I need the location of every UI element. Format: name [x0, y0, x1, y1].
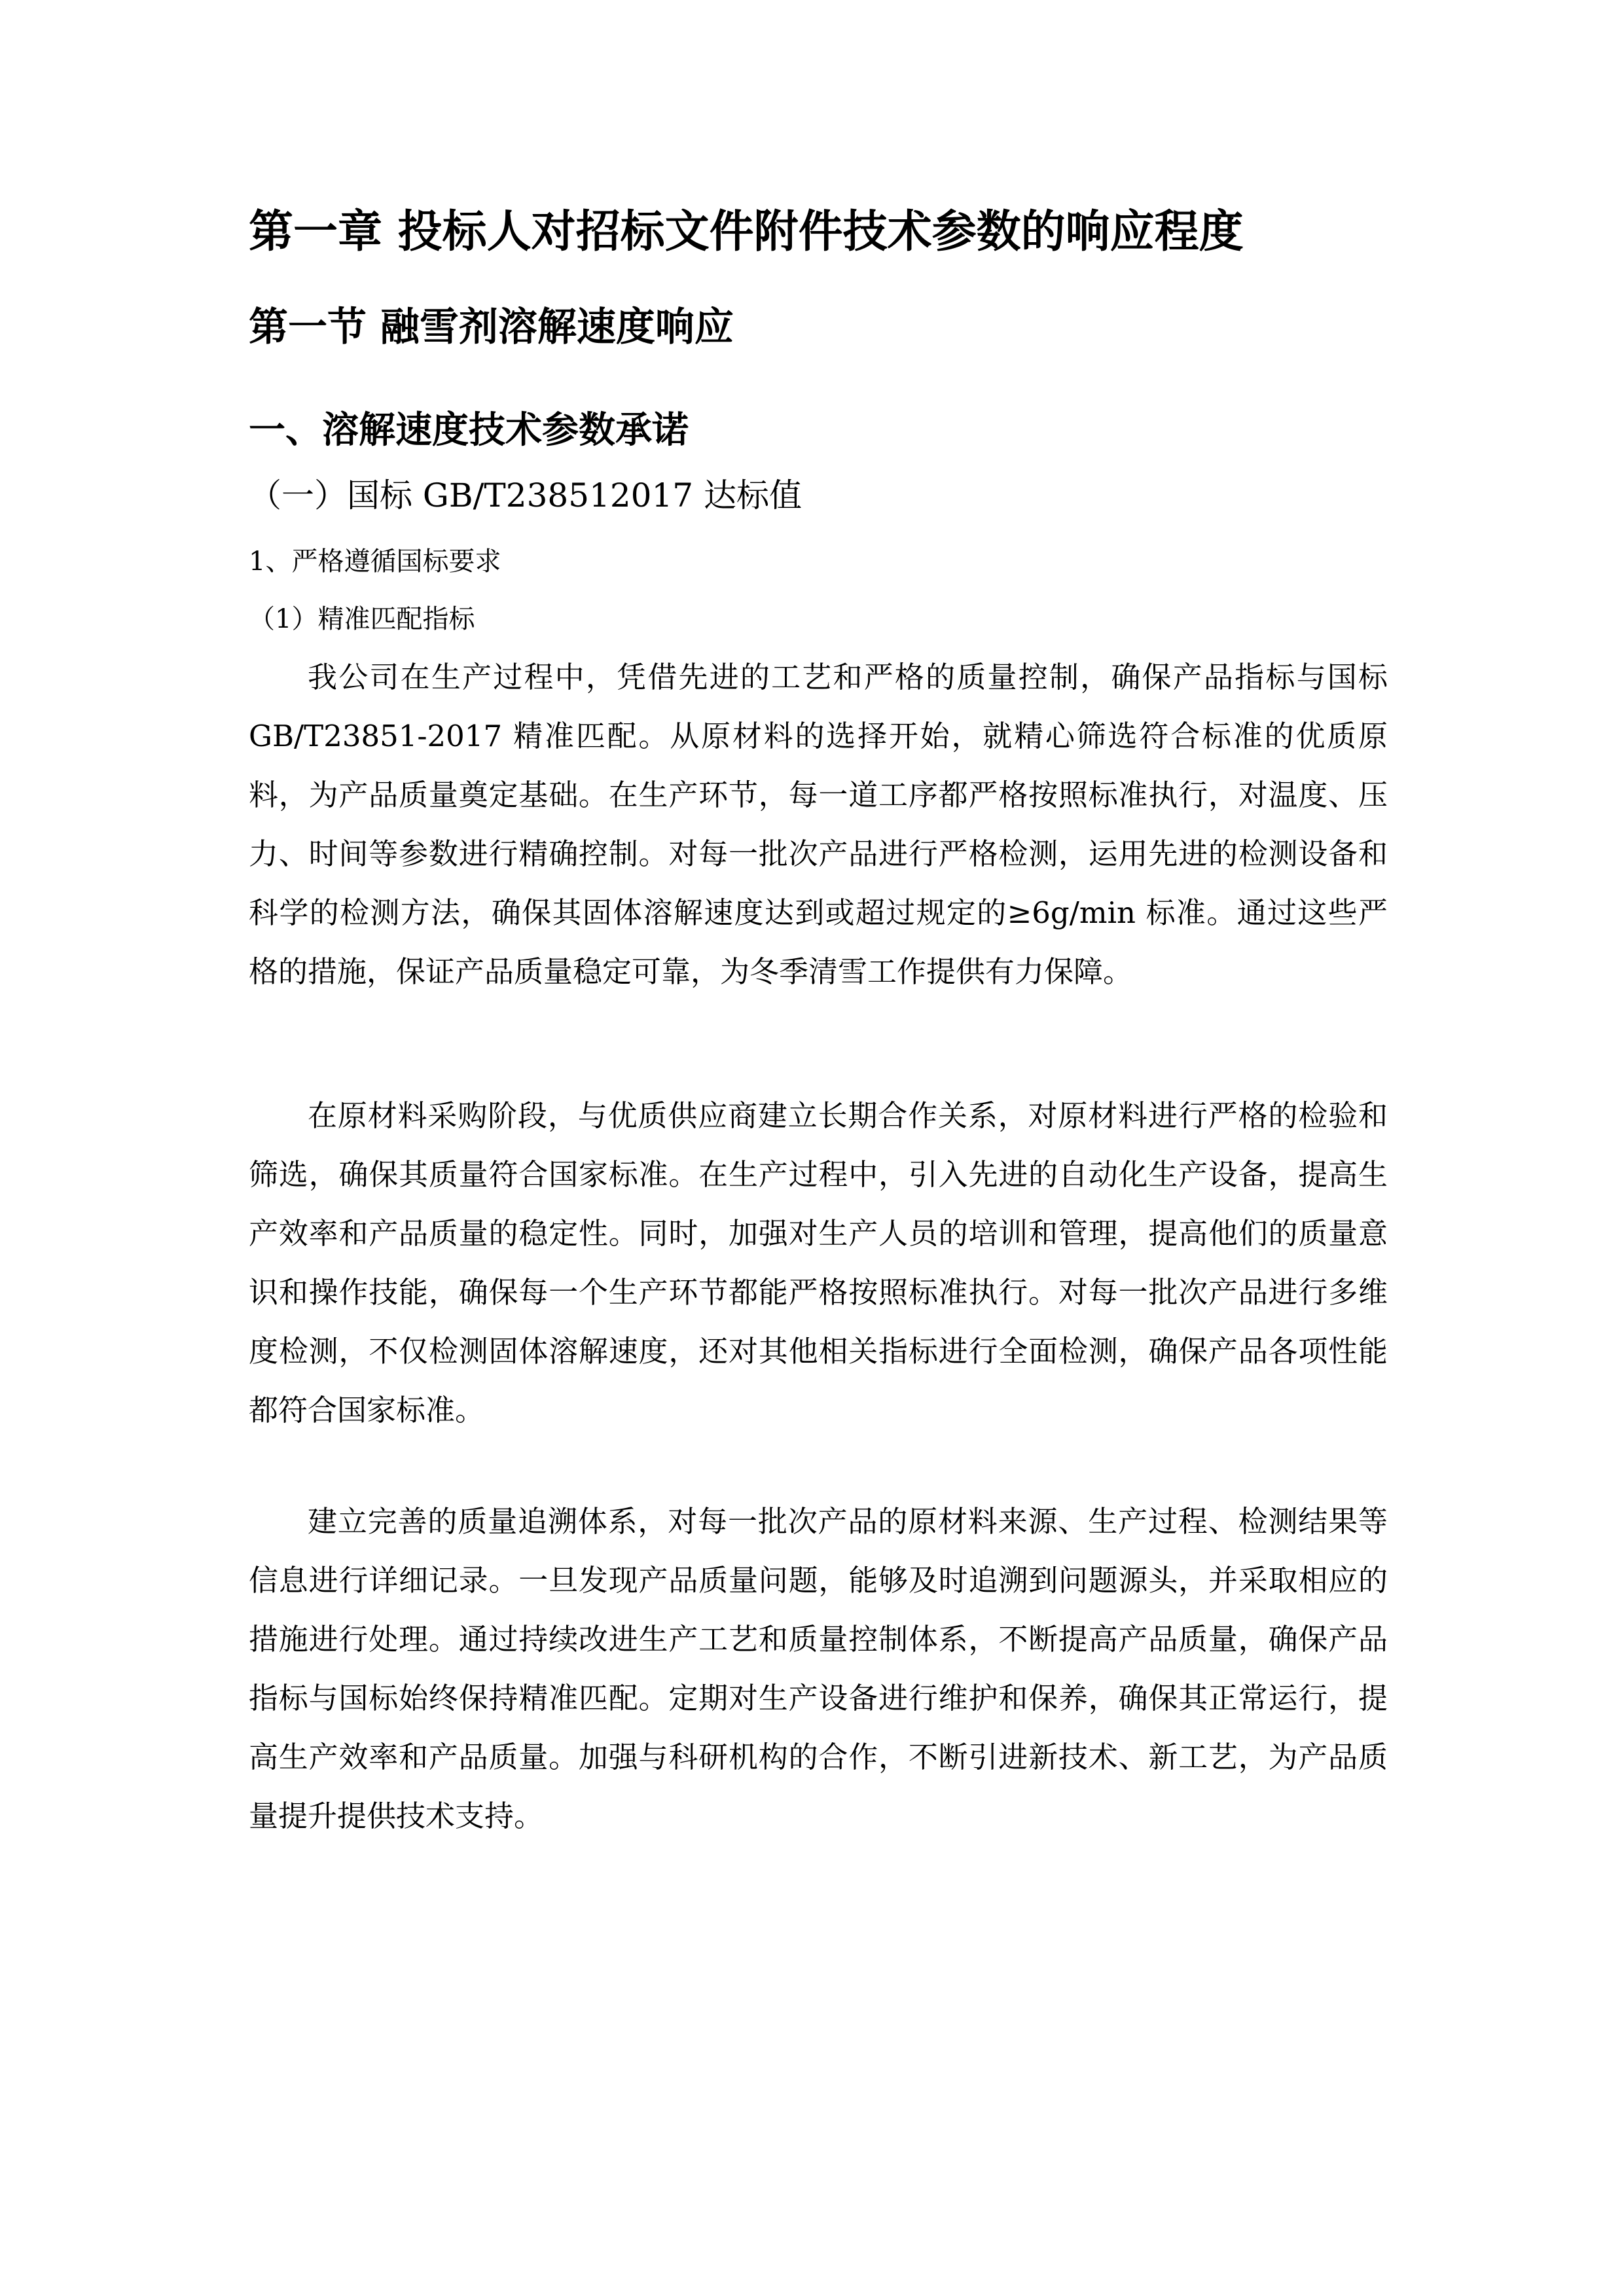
body-paragraph: 在原材料采购阶段，与优质供应商建立长期合作关系，对原材料进行严格的检验和筛选，确保其质量符合国家标准。在生产过程中，引入先进的自动化生产设备，提高生产效率和产品质量的稳定性。同时，加强对生产人员的培训和管理，提高他们的质量意识和操作技能，确保每一个生产环节都能严格按照标准执行。对每一批次产品进行多维度检测，不仅检测固体溶解速度，还对其他相关指标进行全面检测，确保产品各项性能都符合国家标准。: [249, 1098, 1388, 1427]
chapter-title: 第一章 投标人对招标文件附件技术参数的响应程度: [249, 206, 1244, 258]
item-heading: （一）国标 GB/T238512017 达标值: [249, 476, 802, 514]
point-heading: 1、严格遵循国标要求: [249, 547, 501, 577]
subsection-title: 一、溶解速度技术参数承诺: [249, 409, 689, 452]
body-paragraph: 我公司在生产过程中，凭借先进的工艺和严格的质量控制，确保产品指标与国标 GB/T23851-2017 精准匹配。从原材料的选择开始，就精心筛选符合标准的优质原料，为产品质量奠定基础。在生产环节，每一道工序都严格按照标准执行，对温度、压力、时间等参数进行精确控制。对每一批次产品进行严格检测，运用先进的检测设备和科学的检测方法，确保其固体溶解速度达到或超过规定的≥6g/min 标准。通过这些严格的措施，保证产品质量稳定可靠，为冬季清雪工作提供有力保障。: [249, 660, 1388, 989]
section-title: 第一节 融雪剂溶解速度响应: [249, 304, 734, 350]
body-paragraph: 建立完善的质量追溯体系，对每一批次产品的原材料来源、生产过程、检测结果等信息进行详细记录。一旦发现产品质量问题，能够及时追溯到问题源头，并采取相应的措施进行处理。通过持续改进生产工艺和质量控制体系，不断提高产品质量，确保产品指标与国标始终保持精准匹配。定期对生产设备进行维护和保养，确保其正常运行，提高生产效率和产品质量。加强与科研机构的合作，不断引进新技术、新工艺，为产品质量提升提供技术支持。: [249, 1504, 1388, 1833]
sub-point-heading: （1）精准匹配指标: [249, 604, 475, 634]
